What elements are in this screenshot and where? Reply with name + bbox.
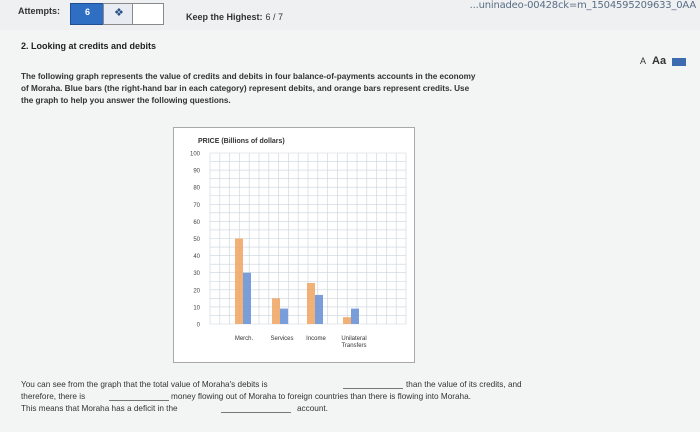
x-category-label: Unilateral: [341, 336, 367, 342]
answer-text-3a: This means that Moraha has a deficit in the: [21, 404, 178, 413]
answer-text-3b: account.: [297, 404, 328, 413]
bar-chart: [174, 128, 414, 362]
y-tick-label: 90: [193, 168, 200, 175]
x-category-label: Services: [270, 336, 294, 342]
answer-text-2b: money flowing out of Moraha to foreign countries than there is flowing into Moraha.: [171, 392, 471, 401]
attempt-counter[interactable]: [70, 3, 104, 25]
bar-debits: [243, 273, 251, 324]
attempt-empty-box[interactable]: [132, 3, 164, 25]
y-tick-label: 70: [193, 202, 200, 209]
y-tick-label: 20: [193, 288, 200, 295]
y-tick-label: 50: [193, 237, 200, 243]
blank-deficit-account[interactable]: [221, 412, 291, 413]
paragraph-line: the graph to help you answer the following questions.: [21, 96, 231, 105]
y-tick-label: 60: [193, 219, 200, 226]
question-paragraph: [21, 71, 561, 107]
answer-text-2a: therefore, there is: [21, 392, 86, 401]
paragraph-line: of Moraha. Blue bars (the right-hand bar in each category) represent debits, and orange bars represent credits. Use: [21, 84, 470, 93]
y-tick-label: 0: [196, 322, 200, 329]
bookmark-icon[interactable]: [672, 58, 686, 66]
y-tick-label: 100: [189, 151, 200, 158]
blank-debits-comparison[interactable]: [343, 388, 403, 389]
y-tick-label: 10: [193, 305, 200, 312]
bar-credits: [343, 317, 351, 324]
bar-debits: [315, 295, 323, 324]
attempt-stepper-button[interactable]: [103, 3, 133, 25]
x-category-label: Merch.: [234, 336, 254, 342]
blank-money-flow[interactable]: [109, 400, 169, 401]
y-tick-label: 30: [193, 271, 200, 278]
text-size-small[interactable]: A: [640, 56, 647, 66]
y-tick-label: 80: [193, 185, 200, 192]
x-category-label: Transfers: [341, 343, 367, 349]
attempts-label: Attempts:: [18, 6, 60, 16]
chart-title: PRICE (Billions of dollars): [198, 138, 285, 145]
top-toolbar: [0, 0, 700, 30]
x-category-label: Income: [306, 336, 326, 342]
bar-credits: [307, 283, 315, 324]
chart-frame: [173, 127, 415, 363]
attempt-value: 6: [85, 7, 91, 17]
bar-debits: [280, 309, 288, 324]
bar-credits: [272, 298, 280, 324]
answer-text-1b: than the value of its credits, and: [406, 380, 522, 389]
keep-highest-value: 6 / 7: [265, 12, 284, 22]
y-tick-label: 40: [193, 254, 200, 261]
text-size-control[interactable]: [640, 55, 686, 67]
keep-highest: [186, 12, 283, 22]
keep-highest-label: Keep the Highest:: [186, 12, 263, 22]
paragraph-line: The following graph represents the value of credits and debits in four balance-of-payments accounts in the economy: [21, 72, 476, 81]
question-title: 2. Looking at credits and debits: [21, 41, 157, 51]
stepper-icon: ❖: [114, 7, 124, 19]
url-fragment: ...uninadeo-00428ck=m_1504595209633_0AA: [469, 0, 696, 11]
answer-text-1a: You can see from the graph that the total value of Moraha's debits is: [21, 380, 268, 389]
text-size-large[interactable]: Aa: [652, 55, 667, 67]
bar-debits: [351, 309, 359, 324]
bar-credits: [235, 239, 243, 325]
